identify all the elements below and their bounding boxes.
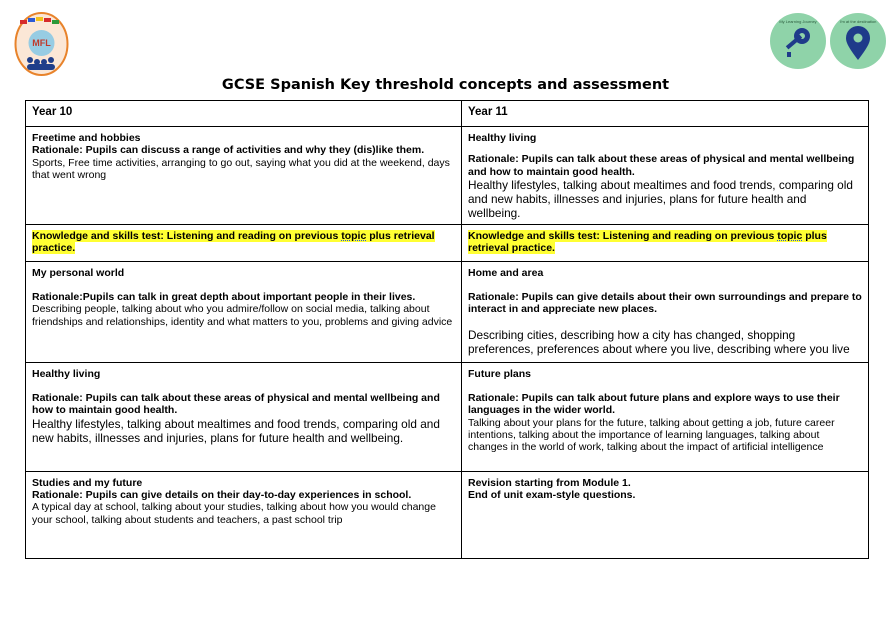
topic-title: Future plans xyxy=(468,367,532,380)
topic-content: Healthy lifestyles, talking about mealtimes and food trends, comparing old and new habits, illnesses and injuries, plans for future health and wellbeing. xyxy=(32,416,440,445)
year11-cell-future-plans xyxy=(462,362,869,471)
topic-title: Freetime and hobbies xyxy=(32,132,141,144)
topic-content: Healthy lifestyles, talking about mealtimes and food trends, comparing old and new habits, illnesses and injuries, plans for future health and wellbeing. xyxy=(468,177,853,220)
table-row xyxy=(26,127,869,225)
topic-rationale: Rationale: Pupils can talk about these areas of physical and mental wellbeing and how to maintain good health. xyxy=(32,392,440,417)
topic-rationale: Rationale: Pupils can talk about these areas of physical and mental wellbeing and how to maintain good health. xyxy=(468,153,855,178)
topic-content: Sports, Free time activities, arranging to go out, saying what you did at the weekend, days that went wrong xyxy=(32,156,450,181)
svg-text:I'm at the destination: I'm at the destination xyxy=(839,19,877,24)
revision-line-1: Revision starting from Module 1. xyxy=(468,476,631,489)
year11-cell-revision xyxy=(462,471,869,558)
table-row xyxy=(26,471,869,558)
topic-title: Studies and my future xyxy=(32,476,143,489)
year10-cell-studies xyxy=(26,471,462,558)
year10-cell-healthy-living xyxy=(26,362,462,471)
topic-rationale: Rationale:Pupils can talk in great depth about important people in their lives. xyxy=(32,291,416,304)
topic-rationale: Rationale: Pupils can give details on their day-to-day experiences in school. xyxy=(32,489,412,502)
table-header-row xyxy=(26,101,869,127)
topic-rationale: Rationale: Pupils can discuss a range of activities and why they (dis)like them. xyxy=(32,144,425,157)
col-header-year10-label: Year 10 xyxy=(32,106,73,118)
table-row xyxy=(26,261,869,362)
test-text-3: plus retrieval practice. xyxy=(468,229,827,255)
mfl-logo xyxy=(14,12,69,76)
col-header-year11 xyxy=(462,101,869,127)
topic-rationale: Rationale: Pupils can talk about future plans and explore ways to use their languages in the wider world. xyxy=(468,392,840,417)
topic-content: Talking about your plans for the future, talking about getting a job, future career intentions, talking about the importance of learning languages, talking about changes in the world of work, talking about the impact of artificial intelligence xyxy=(468,416,835,454)
test-text-1: Knowledge and skills test: Listening and reading on previous xyxy=(468,229,778,242)
topic-rationale: Rationale: Pupils can give details about their own surroundings and prepare to interact in and appreciate new places. xyxy=(468,291,862,316)
topic-title: Healthy living xyxy=(32,367,101,380)
year11-cell-healthy-living xyxy=(462,127,869,225)
test-text-3: plus retrieval practice. xyxy=(32,229,435,255)
year11-cell-home-area xyxy=(462,261,869,362)
curriculum-table xyxy=(25,100,869,559)
topic-title: My personal world xyxy=(32,266,125,279)
key-badge-icon xyxy=(769,12,827,70)
svg-text:My Learning Journey: My Learning Journey xyxy=(779,19,817,24)
test-text-topic: topic xyxy=(341,229,367,242)
test-text-topic: topic xyxy=(777,229,803,242)
topic-content: Describing cities, describing how a city has changed, shopping preferences, preferences about where you live, describing where you live xyxy=(468,327,850,356)
test-text-1: Knowledge and skills test: Listening and reading on previous xyxy=(32,229,342,242)
location-badge-icon xyxy=(829,12,887,70)
col-header-year11-label: Year 11 xyxy=(468,106,508,118)
col-header-year10 xyxy=(26,101,462,127)
topic-content: Describing people, talking about who you admire/follow on social media, talking about friendships and relationships, identity and what matters to you, problems and giving advice xyxy=(32,303,453,328)
year11-cell-test xyxy=(462,224,869,261)
page-title: GCSE Spanish Key threshold concepts and assessment xyxy=(221,77,670,93)
topic-title: Healthy living xyxy=(468,132,537,144)
year10-cell-freetime xyxy=(26,127,462,225)
year10-cell-personal-world xyxy=(26,261,462,362)
revision-line-2: End of unit exam-style questions. xyxy=(468,489,636,502)
year10-cell-test xyxy=(26,224,462,261)
table-row-test xyxy=(26,224,869,261)
svg-text:MFL: MFL xyxy=(32,38,51,48)
topic-title: Home and area xyxy=(468,266,544,279)
table-row xyxy=(26,362,869,471)
topic-content: A typical day at school, talking about your studies, talking about how you would change your school, talking about students and teachers, a past school trip xyxy=(32,501,436,526)
